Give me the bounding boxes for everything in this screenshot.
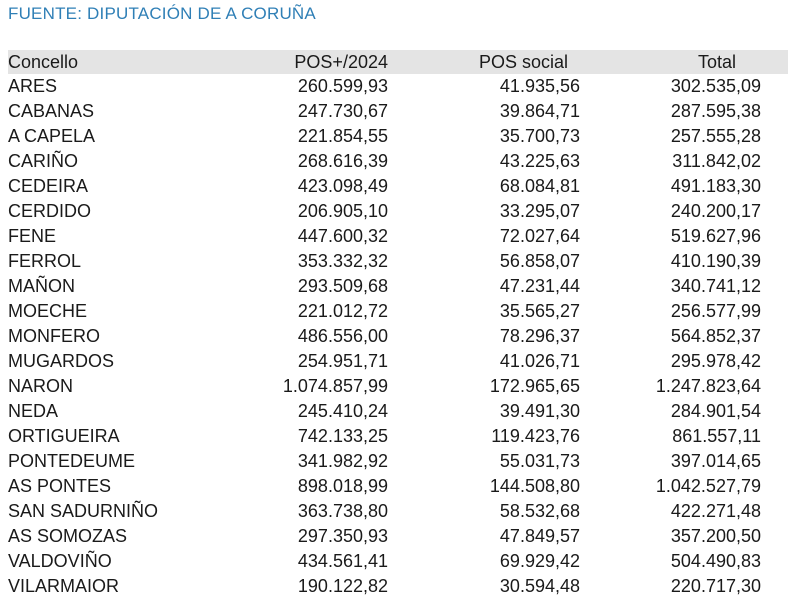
cell-pos-social: 47.849,57 bbox=[499, 526, 580, 546]
cell-pos2024: 486.556,00 bbox=[297, 326, 388, 346]
cell-concello: MOECHE bbox=[8, 301, 88, 321]
cell-concello: CARIÑO bbox=[8, 151, 79, 171]
cell-pos2024: 293.509,68 bbox=[297, 276, 388, 296]
cell-concello: CABANAS bbox=[8, 101, 95, 121]
table-row bbox=[8, 224, 788, 249]
budget-table bbox=[8, 50, 788, 599]
cell-pos-social: 119.423,76 bbox=[491, 426, 580, 446]
table-row bbox=[8, 324, 788, 349]
cell-total: 422.271,48 bbox=[670, 501, 761, 521]
cell-total: 257.555,28 bbox=[670, 126, 761, 146]
cell-pos-social: 39.864,71 bbox=[499, 101, 580, 121]
table-body bbox=[8, 74, 788, 599]
cell-total: 1.042.527,79 bbox=[655, 476, 761, 496]
cell-total: 504.490,83 bbox=[670, 551, 761, 571]
cell-concello: VILARMAIOR bbox=[8, 576, 120, 596]
cell-total: 240.200,17 bbox=[670, 201, 761, 221]
cell-pos-social: 58.532,68 bbox=[499, 501, 580, 521]
cell-pos2024: 247.730,67 bbox=[297, 101, 388, 121]
cell-concello: A CAPELA bbox=[8, 126, 96, 146]
cell-pos2024: 206.905,10 bbox=[297, 201, 388, 221]
cell-pos-social: 35.565,27 bbox=[499, 301, 580, 321]
cell-pos2024: 447.600,32 bbox=[297, 226, 388, 246]
cell-total: 287.595,38 bbox=[670, 101, 761, 121]
cell-concello: CERDIDO bbox=[8, 201, 92, 221]
cell-pos2024: 341.982,92 bbox=[297, 451, 388, 471]
cell-concello: MAÑON bbox=[8, 276, 75, 296]
table-row bbox=[8, 349, 788, 374]
cell-pos-social: 41.026,71 bbox=[499, 351, 580, 371]
cell-pos2024: 1.074.857,99 bbox=[282, 376, 388, 396]
cell-total: 519.627,96 bbox=[670, 226, 761, 246]
cell-total: 340.741,12 bbox=[670, 276, 761, 296]
cell-pos2024: 268.616,39 bbox=[297, 151, 388, 171]
cell-pos-social: 78.296,37 bbox=[499, 326, 580, 346]
table-row bbox=[8, 524, 788, 549]
table-row bbox=[8, 374, 788, 399]
cell-pos2024: 898.018,99 bbox=[297, 476, 388, 496]
cell-pos-social: 35.700,73 bbox=[499, 126, 580, 146]
cell-pos-social: 43.225,63 bbox=[499, 151, 580, 171]
cell-pos-social: 39.491,30 bbox=[499, 401, 580, 421]
cell-total: 397.014,65 bbox=[670, 451, 761, 471]
cell-concello: FENE bbox=[8, 226, 57, 246]
cell-total: 564.852,37 bbox=[670, 326, 761, 346]
table-row bbox=[8, 399, 788, 424]
cell-pos2024: 742.133,25 bbox=[297, 426, 388, 446]
table-row bbox=[8, 149, 788, 174]
table-row bbox=[8, 124, 788, 149]
cell-pos-social: 172.965,65 bbox=[489, 376, 580, 396]
cell-concello: CEDEIRA bbox=[8, 176, 89, 196]
cell-concello: AS PONTES bbox=[8, 476, 112, 496]
cell-pos2024: 245.410,24 bbox=[297, 401, 388, 421]
cell-pos2024: 434.561,41 bbox=[297, 551, 388, 571]
cell-total: 410.190,39 bbox=[670, 251, 761, 271]
cell-concello: ARES bbox=[8, 76, 58, 96]
cell-total: 220.717,30 bbox=[670, 576, 761, 596]
cell-pos-social: 30.594,48 bbox=[499, 576, 580, 596]
table-row bbox=[8, 574, 788, 599]
table-row bbox=[8, 299, 788, 324]
cell-pos2024: 297.350,93 bbox=[297, 526, 388, 546]
cell-pos-social: 144.508,80 bbox=[489, 476, 580, 496]
cell-concello: SAN SADURNIÑO bbox=[8, 501, 159, 521]
table-row bbox=[8, 499, 788, 524]
cell-concello: AS SOMOZAS bbox=[8, 526, 128, 546]
table-header-row bbox=[8, 50, 788, 74]
table-row bbox=[8, 274, 788, 299]
cell-pos-social: 41.935,56 bbox=[499, 76, 580, 96]
cell-concello: NARON bbox=[8, 376, 74, 396]
table-row bbox=[8, 99, 788, 124]
cell-total: 491.183,30 bbox=[670, 176, 761, 196]
cell-total: 284.901,54 bbox=[670, 401, 761, 421]
cell-pos2024: 221.854,55 bbox=[297, 126, 388, 146]
table-row bbox=[8, 174, 788, 199]
cell-concello: FERROL bbox=[8, 251, 82, 271]
cell-pos2024: 363.738,80 bbox=[297, 501, 388, 521]
cell-pos2024: 353.332,32 bbox=[297, 251, 388, 271]
cell-total: 357.200,50 bbox=[670, 526, 761, 546]
cell-concello: ORTIGUEIRA bbox=[8, 426, 120, 446]
table-row bbox=[8, 474, 788, 499]
cell-pos-social: 47.231,44 bbox=[499, 276, 580, 296]
cell-total: 1.247.823,64 bbox=[655, 376, 761, 396]
cell-total: 311.842,02 bbox=[672, 151, 761, 171]
cell-pos2024: 423.098,49 bbox=[297, 176, 388, 196]
header-pos-social: POS social bbox=[478, 52, 568, 72]
header-pos2024: POS+/2024 bbox=[294, 52, 388, 72]
cell-pos-social: 56.858,07 bbox=[499, 251, 580, 271]
header-total: Total bbox=[697, 52, 736, 72]
cell-pos-social: 68.084,81 bbox=[499, 176, 580, 196]
cell-concello: MUGARDOS bbox=[8, 351, 115, 371]
cell-concello: PONTEDEUME bbox=[8, 451, 136, 471]
cell-pos-social: 69.929,42 bbox=[499, 551, 580, 571]
cell-total: 302.535,09 bbox=[670, 76, 761, 96]
cell-pos-social: 33.295,07 bbox=[499, 201, 580, 221]
cell-pos2024: 260.599,93 bbox=[297, 76, 388, 96]
cell-total: 861.557,11 bbox=[672, 426, 761, 446]
table-row bbox=[8, 74, 788, 99]
cell-total: 256.577,99 bbox=[670, 301, 761, 321]
table-row bbox=[8, 549, 788, 574]
cell-concello: MONFERO bbox=[8, 326, 100, 346]
cell-concello: VALDOVIÑO bbox=[8, 551, 112, 571]
cell-pos2024: 221.012,72 bbox=[297, 301, 388, 321]
cell-pos-social: 72.027,64 bbox=[499, 226, 580, 246]
header-concello: Concello bbox=[8, 52, 79, 72]
cell-pos2024: 254.951,71 bbox=[297, 351, 388, 371]
table-row bbox=[8, 449, 788, 474]
source-caption: FUENTE: DIPUTACIÓN DE A CORUÑA bbox=[8, 4, 316, 23]
table-row bbox=[8, 424, 788, 449]
cell-total: 295.978,42 bbox=[670, 351, 761, 371]
table-row bbox=[8, 199, 788, 224]
table-row bbox=[8, 249, 788, 274]
cell-pos-social: 55.031,73 bbox=[499, 451, 580, 471]
cell-concello: NEDA bbox=[8, 401, 59, 421]
cell-pos2024: 190.122,82 bbox=[297, 576, 388, 596]
